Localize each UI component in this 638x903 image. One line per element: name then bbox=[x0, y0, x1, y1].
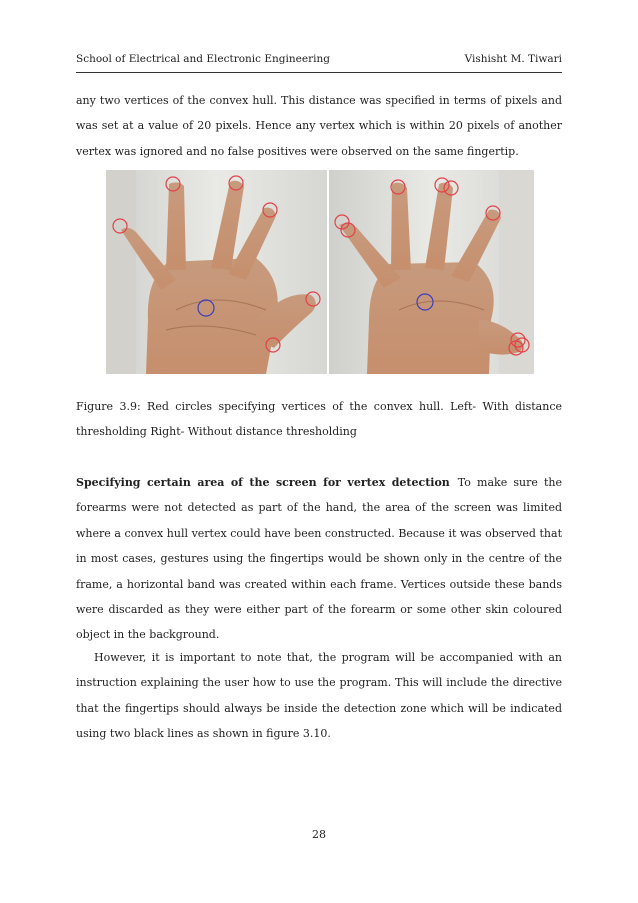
header-institution: School of Electrical and Electronic Engineering bbox=[76, 53, 330, 65]
page-number: 28 bbox=[312, 828, 326, 841]
section-vertex-detection bbox=[76, 470, 562, 648]
section-heading: Specifying certain area of the screen for vertex detection bbox=[76, 476, 450, 489]
photo-with-threshold bbox=[106, 170, 327, 374]
figure-caption: Figure 3.9: Red circles specifying vertices of the convex hull. Left- With distance thresholding Right- Without distance thresholding bbox=[76, 400, 562, 439]
photo-without-threshold bbox=[329, 170, 534, 374]
header-rule bbox=[76, 72, 562, 73]
paragraph-distance-threshold: any two vertices of the convex hull. This distance was specified in terms of pixels and was set at a value of 20 pixels. Hence any vertex which is within 20 pixels of another vertex was ignored and no false positives were observed on the same fingertip. bbox=[76, 94, 562, 158]
running-header bbox=[76, 53, 562, 69]
figure-3-9 bbox=[106, 170, 534, 374]
paragraph-instructions: However, it is important to note that, the program will be accompanied with an instruction explaining the user how to use the program. This will include the directive that the fingertips should always be inside the detection zone which will be indicated using two black lines as shown in figure 3.10. bbox=[76, 651, 562, 741]
header-author: Vishisht M. Tiwari bbox=[464, 53, 562, 65]
section-body: To make sure the forearms were not detected as part of the hand, the area of the screen was limited where a convex hull vertex could have been constructed. Because it was observed that in most cases, gestures using the fingertips would be shown only in the centre of the frame, a horizontal band was created within each frame. Vertices outside these bands were discarded as they were either part of the forearm or some other skin coloured object in the background. bbox=[76, 476, 562, 642]
hand-photos bbox=[106, 170, 534, 374]
